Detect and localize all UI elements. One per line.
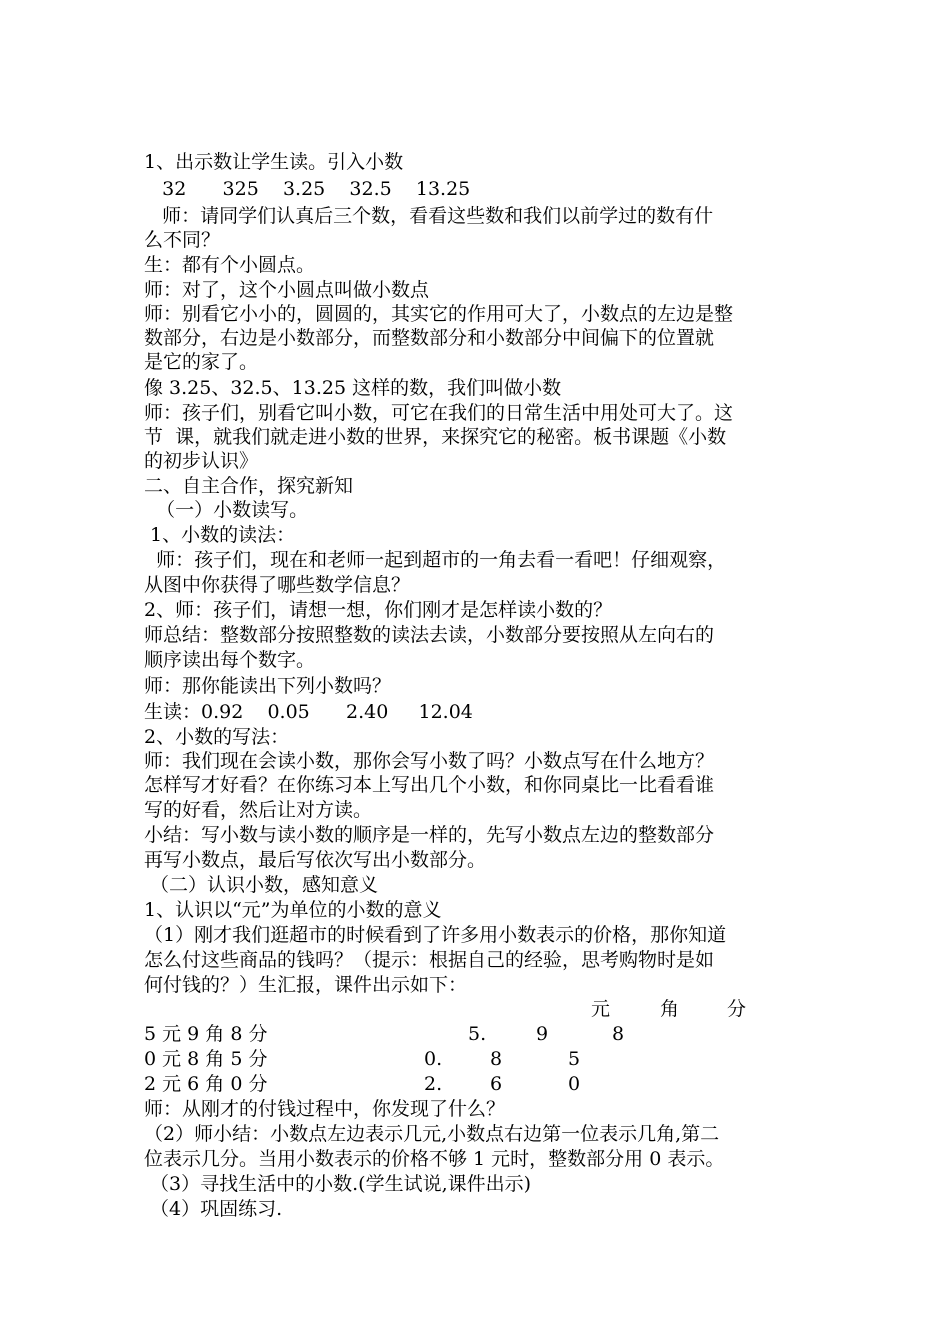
table-cell: 0 xyxy=(568,1073,581,1095)
table-cell: 8 xyxy=(490,1048,503,1070)
table-cell: 0. xyxy=(424,1048,443,1070)
text-line: 师：孩子们，别看它叫小数，可它在我们的日常生活中用处可大了。这 xyxy=(144,402,734,424)
text-line: 数部分，右边是小数部分，而整数部分和小数部分中间偏下的位置就 xyxy=(144,327,715,349)
header-jiao: 角 xyxy=(660,998,680,1020)
text-line: 师：对了，这个小圆点叫做小数点 xyxy=(144,279,430,301)
table-row-label: 0 元 8 角 5 分 xyxy=(144,1048,268,1070)
text-line: 再写小数点，最后写依次写出小数部分。 xyxy=(144,849,487,871)
text-line: 生读：0.92 0.05 2.40 12.04 xyxy=(144,701,473,723)
table-cell: 8 xyxy=(612,1023,625,1045)
text-line: 小结：写小数与读小数的顺序是一样的，先写小数点左边的整数部分 xyxy=(144,824,715,846)
subsection-heading: （一）小数读写。 xyxy=(144,499,309,521)
text-line: 节 课，就我们就走进小数的世界，来探究它的秘密。板书课题《小数 xyxy=(144,426,727,448)
text-line: 师：我们现在会读小数，那你会写小数了吗？小数点写在什么地方？ xyxy=(144,750,715,772)
text-line: 写的好看，然后让对方读。 xyxy=(144,799,373,821)
text-line: （2）师小结：小数点左边表示几元,小数点右边第一位表示几角,第二 xyxy=(144,1123,720,1145)
text-line: 1、出示数让学生读。引入小数 xyxy=(144,151,404,173)
header-yuan: 元 xyxy=(591,998,611,1020)
text-line: 的初步认识》 xyxy=(144,450,259,472)
text-line: 从图中你获得了哪些数学信息？ xyxy=(144,574,411,596)
text-line: 1、小数的读法： xyxy=(144,524,296,546)
text-line: 位表示几分。当用小数表示的价格不够 1 元时，整数部分用 0 表示。 xyxy=(144,1148,725,1170)
table-cell: 5. xyxy=(468,1023,487,1045)
header-fen: 分 xyxy=(727,998,747,1020)
text-line: 师：那你能读出下列小数吗？ xyxy=(144,675,392,697)
text-line: 怎样写才好看？在你练习本上写出几个小数，和你同桌比一比看看谁 xyxy=(144,774,715,796)
text-line: 32 325 3.25 32.5 13.25 xyxy=(144,178,471,200)
table-cell: 6 xyxy=(490,1073,503,1095)
text-line: （1）刚才我们逛超市的时候看到了许多用小数表示的价格，那你知道 xyxy=(144,924,727,946)
text-line: 是它的家了。 xyxy=(144,351,259,373)
text-line: 1、认识以“元”为单位的小数的意义 xyxy=(144,899,442,921)
table-row-label: 5 元 9 角 8 分 xyxy=(144,1023,268,1045)
text-line: 生：都有个小圆点。 xyxy=(144,254,316,276)
text-line: 师：请同学们认真后三个数，看看这些数和我们以前学过的数有什 xyxy=(144,205,714,227)
table-cell: 5 xyxy=(568,1048,581,1070)
table-row-label: 2 元 6 角 0 分 xyxy=(144,1073,268,1095)
table-cell: 2. xyxy=(424,1073,443,1095)
text-line: 何付钱的？）生汇报，课件出示如下： xyxy=(144,974,468,996)
section-heading: 二、自主合作，探究新知 xyxy=(144,475,354,497)
subsection-heading: （二）认识小数，感知意义 xyxy=(144,874,379,896)
table-cell: 9 xyxy=(536,1023,549,1045)
text-line: 顺序读出每个数字。 xyxy=(144,649,316,671)
text-line: 怎么付这些商品的钱吗？（提示：根据自己的经验，思考购物时是如 xyxy=(144,949,715,971)
text-line: 师：从刚才的付钱过程中，你发现了什么？ xyxy=(144,1098,506,1120)
text-line: （3）寻找生活中的小数.(学生试说,课件出示) xyxy=(144,1173,532,1195)
text-line: 2、小数的写法： xyxy=(144,726,290,748)
text-line: 么不同？ xyxy=(144,229,221,251)
text-line: 师：孩子们，现在和老师一起到超市的一角去看一看吧！仔细观察， xyxy=(144,549,727,571)
text-line: 师：别看它小小的，圆圆的，其实它的作用可大了，小数点的左边是整 xyxy=(144,303,734,325)
text-line: 师总结：整数部分按照整数的读法去读，小数部分要按照从左向右的 xyxy=(144,624,715,646)
text-line: 2、师：孩子们，请想一想，你们刚才是怎样读小数的？ xyxy=(144,599,613,621)
text-line: （4）巩固练习. xyxy=(144,1198,283,1220)
text-line: 像 3.25、32.5、13.25 这样的数，我们叫做小数 xyxy=(144,377,562,399)
